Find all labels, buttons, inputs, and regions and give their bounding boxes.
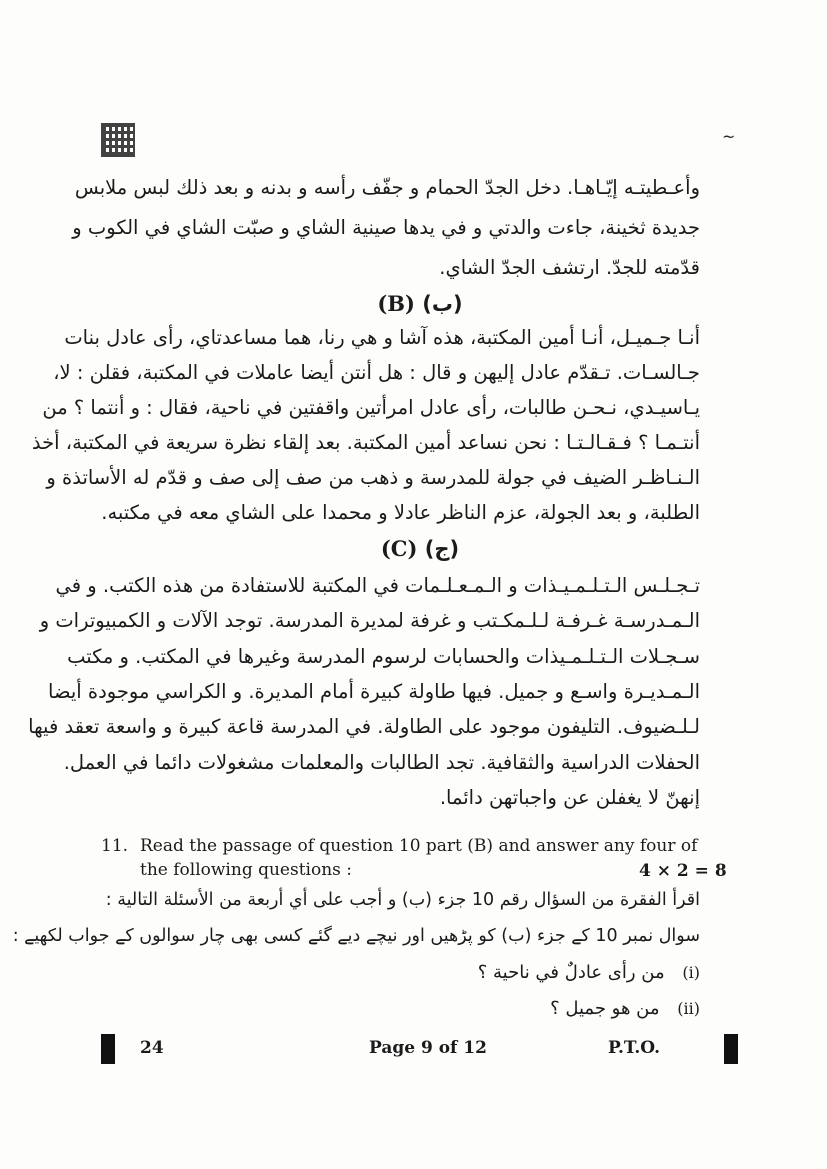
section-c-heading [140,536,700,561]
section-b-line-3: يـاسيـدي، نـحـن طالبات، رأى عادل امرأتين واقفتين في ناحية، فقال : و أنتما ؟ من [42,396,700,419]
question-line-1: Read the passage of question 10 part (B) and answer any four of [140,836,698,856]
corner-mark: ~ [722,127,736,146]
section-c-line-1: تـجـلـس الـتـلـمـيـذات و الـمـعـلـمات في المكتبة للاستفادة من هذه الكتب. و في [55,574,700,597]
question-item-2 [550,998,700,1019]
section-b-line-5: الـنـاظـر الضيف في جولة للمدرسة و ذهب من صف إلى صف و قدّم له الأساتذة و [46,466,700,489]
section-b-heading [140,291,700,316]
arabic-instruction: اقرأ الفقرة من السؤال رقم 10 جزء (ب) و أجب على أي أربعة من الأسئلة التالية : [105,890,700,910]
question-item-1-number: (i) [682,963,700,982]
qr-code [101,123,135,157]
passage-a-line-1: وأعـطيتـه إيّـاهـا. دخل الجدّ الحمام و جفّف رأسه و بدنه و بعد ذلك لبس ملابس [74,176,700,199]
passage-a-line-3: قدّمته للجدّ. ارتشف الجدّ الشاي. [439,256,700,279]
question-item-2-text: من هو جميل ؟ [550,998,660,1019]
section-c-line-7: إنهنّ لا يغفلن عن واجباتهن دائما. [439,786,700,809]
section-b-line-2: جـالسـات. تـقدّم عادل إليهن و قال : هل أنتن أيضا عاملات في المكتبة، فقلن : لا، [53,361,700,384]
section-c-line-2: الـمـدرسـة غـرفـة لـلـمكـتب و غرفة لمديرة المدرسة. توجد الآلات و الكمبيوترات و [39,609,700,632]
question-number: 11. [101,836,129,856]
section-c-line-4: الـمـديـرة واسـع و جميل. فيها طاولة كبيرة أمام المديرة. و الكراسي موجودة أيضا [48,680,700,703]
footer-code: 24 [140,1038,164,1058]
section-c-line-6: الحفلات الدراسية والثقافية. تجد الطالبات والمعلمات مشغولات دائما في العمل. [63,751,700,774]
section-b-line-4: أنتـمـا ؟ فـقـالـتـا : نحن نساعد أمين المكتبة. بعد إلقاء نظرة سريعة في المكتبة، أخذ [31,431,700,454]
question-item-1-text: من رأى عادلٌ في ناحية ؟ [477,962,665,983]
footer-right-bar [724,1034,738,1064]
question-line-2: the following questions : [140,860,353,880]
footer-left-bar [101,1034,115,1064]
question-item-1 [478,962,700,983]
passage-a-line-2: جديدة ثخينة، جاءت والدتي و في يدها صينية الشاي و صبّت الشاي في الكوب و [72,216,700,239]
section-c-line-5: لـلـضيوف. التليفون موجود على الطاولة. في المدرسة قاعة كبيرة و واسعة تعقد فيها [28,715,700,738]
footer-page-number: Page 9 of 12 [369,1038,487,1058]
section-b-heading-ar: (ب) [422,292,463,316]
section-c-heading-en: (C) [380,536,418,561]
footer-pto: P.T.O. [608,1038,660,1058]
question-marks: 4 × 2 = 8 [639,861,727,881]
section-b-heading-en: (B) [377,291,415,316]
section-b-line-1: أنـا جـميـل، أنـا أمين المكتبة، هذه آشا و هي رنا، هما مساعدتاي، رأى عادل بنات [64,326,700,349]
section-c-heading-ar: (ج) [424,537,460,561]
question-item-2-number: (ii) [677,999,700,1018]
section-c-line-3: سـجـلات الـتـلـمـيذات والحسابات لرسوم المدرسة وغيرها في المكتب. و مكتب [67,645,700,668]
urdu-instruction: سوال نمبر 10 کے جزء (ب) کو پڑھیں اور نیچے دیے گئے کسی بھی چار سوالوں کے جواب لکھیے : [12,926,700,946]
section-b-line-6: الطلبة، و بعد الجولة، عزم الناظر عادلا و محمدا على الشاي معه في مكتبه. [101,501,700,524]
